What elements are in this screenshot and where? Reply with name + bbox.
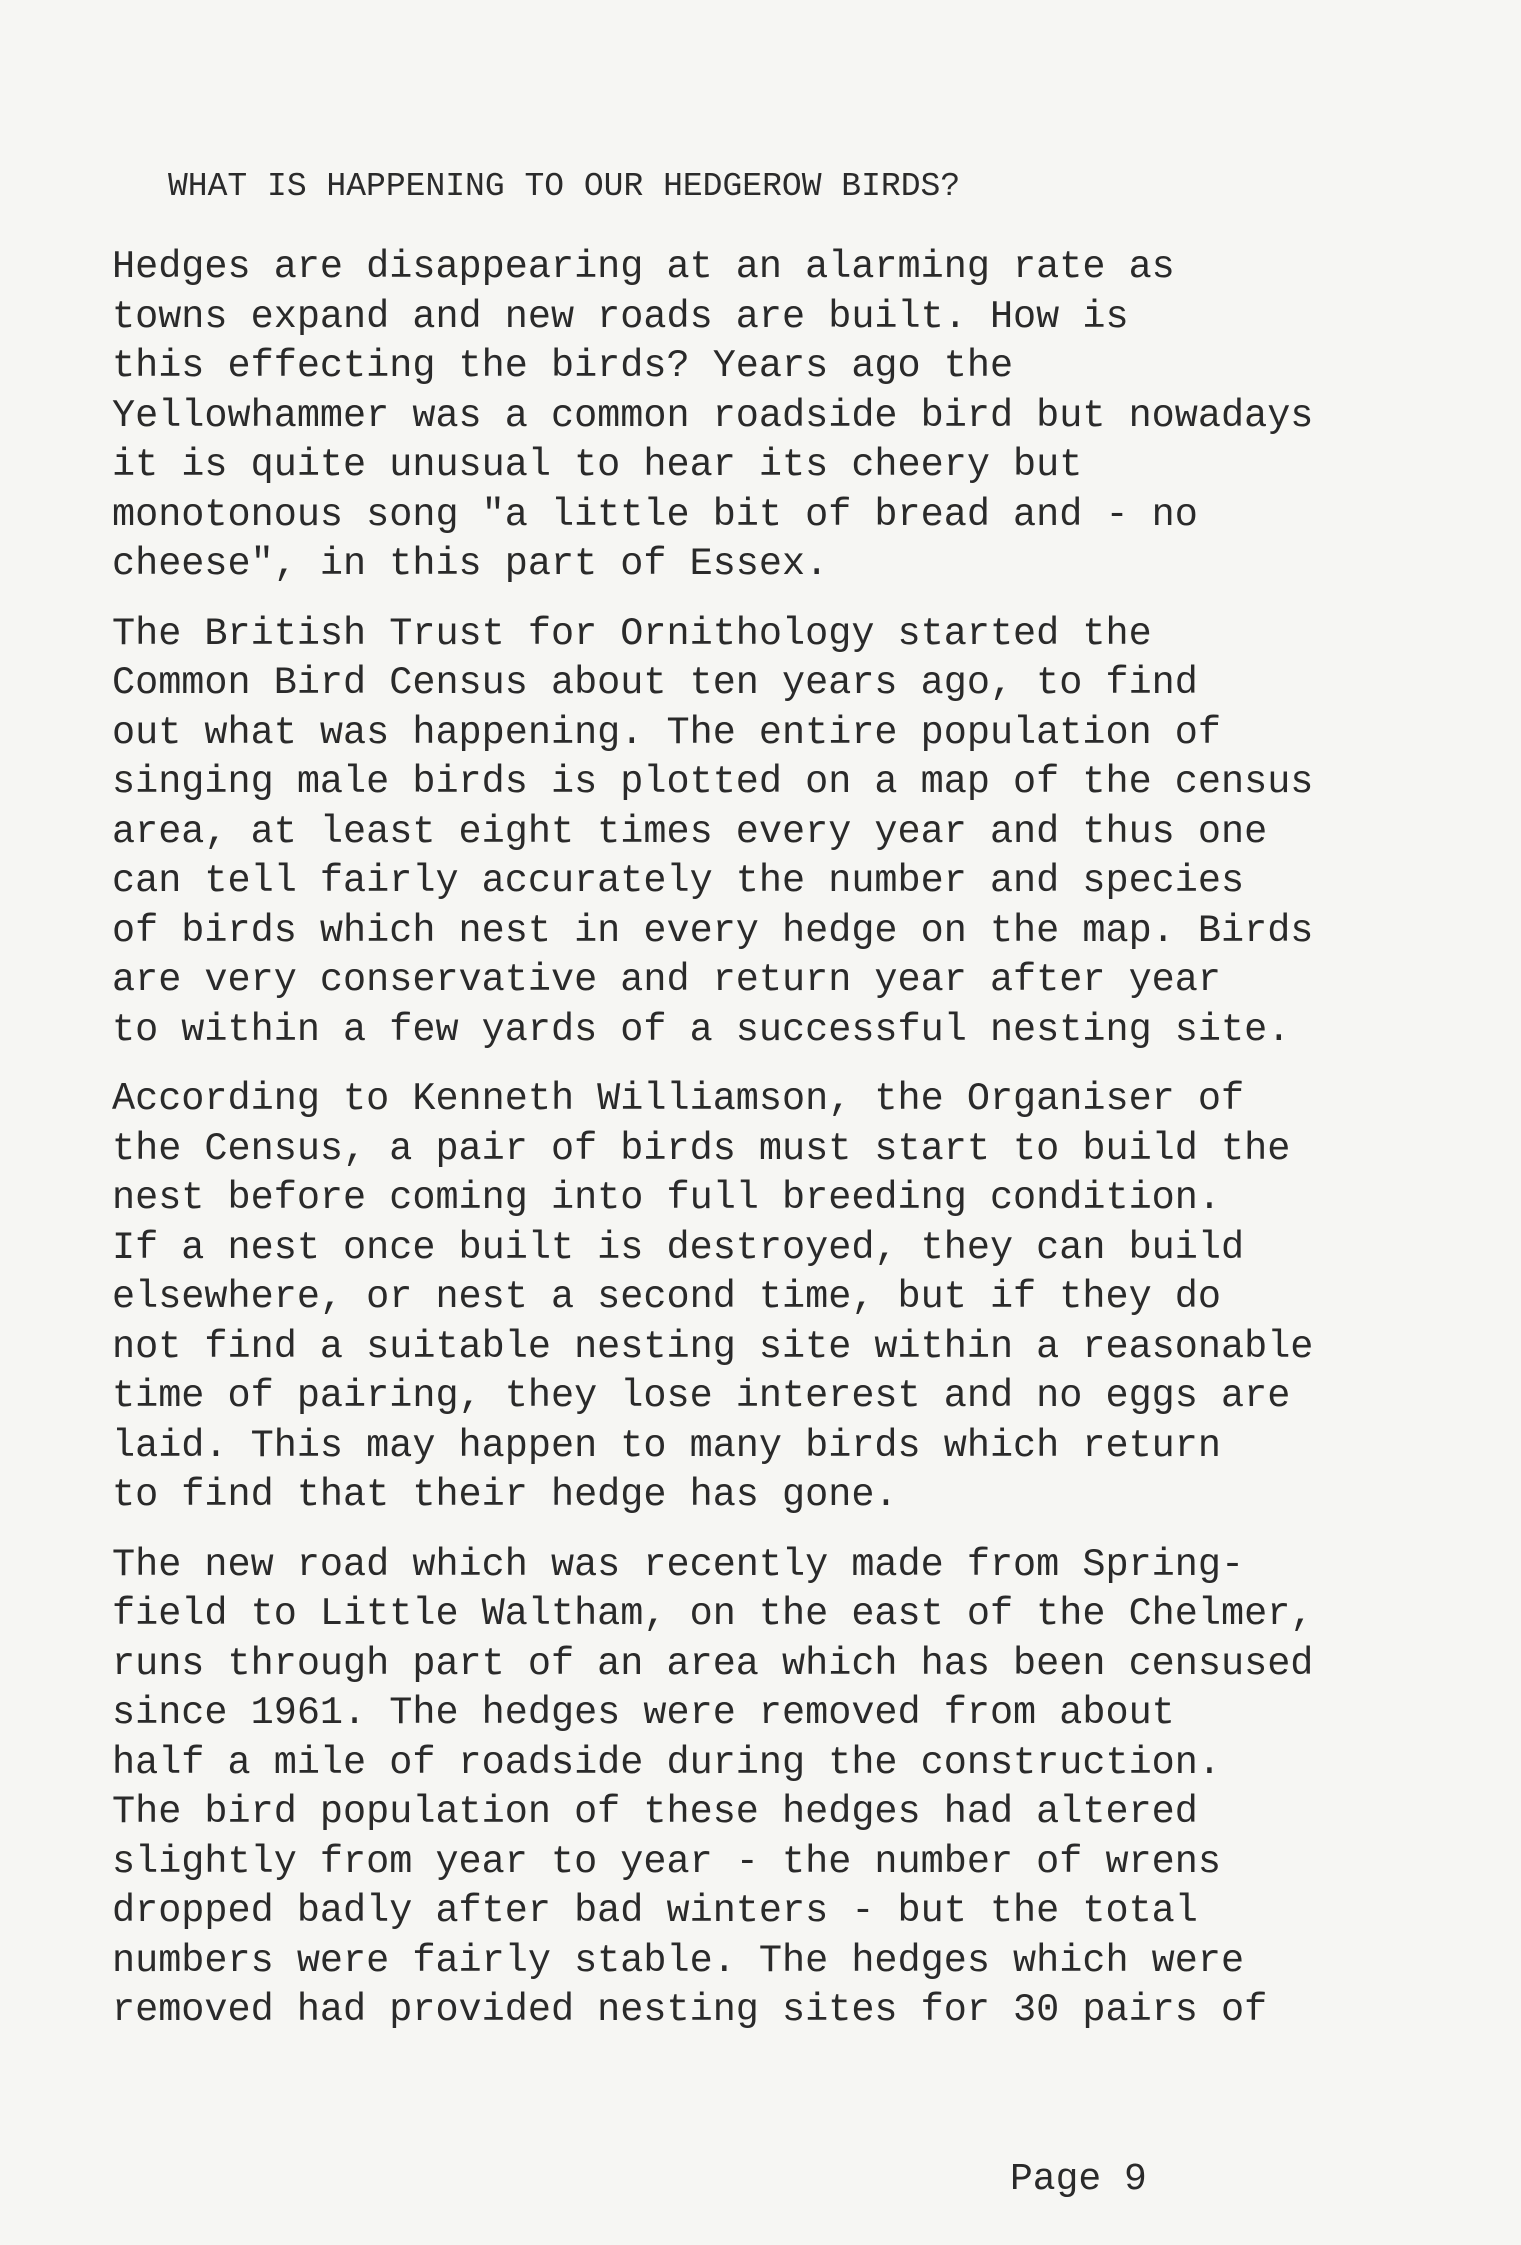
paragraph-3: According to Kenneth Williamson, the Organiser of the Census, a pair of birds must start to build the nest before coming into full breeding condition. If a nest once built is destroyed, they can build elsewhere, or nest a second time, but if they do not find a suitable nesting site within a reasonable time of pairing, they lose interest and no eggs are laid. This may happen to many birds which return to find that their hedge has gone. <box>112 1077 1314 1517</box>
document-page <box>112 165 1442 2056</box>
paragraph-2: The British Trust for Ornithology started the Common Bird Census about ten years ago, to find out what was happening. The entire population of singing male birds is plotted on a map of the census area, at least eight times every year and thus one can tell fairly accurately the number and species of birds which nest in every hedge on the map. Birds are very conservative and return year after year to within a few yards of a successful nesting site. <box>112 611 1314 1052</box>
article-heading: WHAT IS HAPPENING TO OUR HEDGEROW BIRDS? <box>168 168 961 205</box>
paragraph-4: The new road which was recently made from Spring- field to Little Waltham, on the east of the Chelmer, runs through part of an area which has been censused since 1961. The hedges were removed from about half a mile of roadside during the construction. The bird population of these hedges had altered slightly from year to year - the number of wrens dropped badly after bad winters - but the total numbers were fairly stable. The hedges which were removed had provided nesting sites for 30 pairs of <box>112 1542 1314 2032</box>
paragraph-1: Hedges are disappearing at an alarming rate as towns expand and new roads are built. How is this effecting the birds? Years ago the Yellowhammer was a common roadside bird but nowadays it is quite unusual to hear its cheery but monotonous song "a little bit of bread and - no cheese", in this part of Essex. <box>112 245 1314 586</box>
page-number: Page 9 <box>1010 2158 1147 2201</box>
